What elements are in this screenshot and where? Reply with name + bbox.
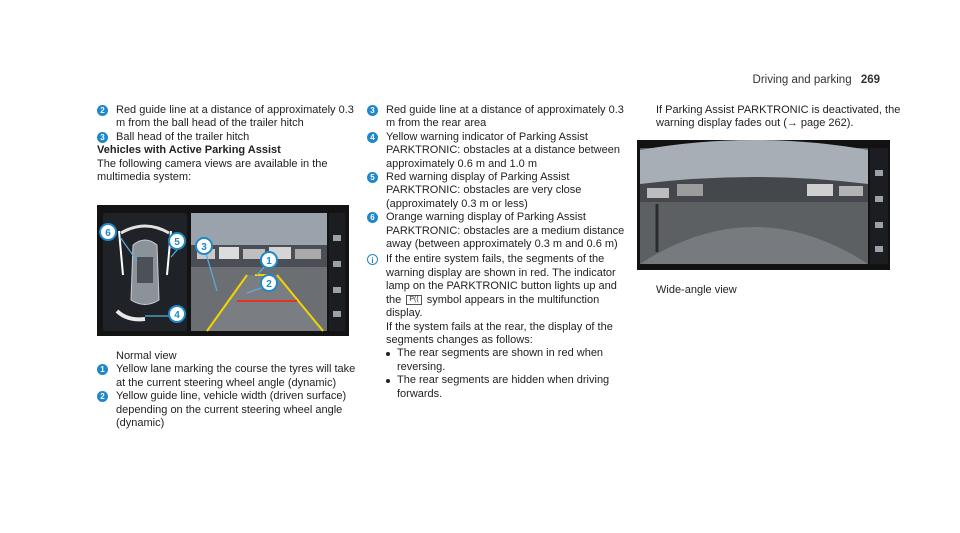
wide-angle-view-image xyxy=(637,140,890,270)
item-text: Yellow warning indicator of Parking Assist PARKTRONIC: obstacles at a distance between approximately 0.6 m and 1.0 m xyxy=(386,130,620,170)
intro-text: The following camera views are available in the multimedia system: xyxy=(97,157,328,184)
page-number: 269 xyxy=(860,74,880,86)
svg-text:2: 2 xyxy=(266,279,272,290)
wide-angle-illustration xyxy=(637,140,890,270)
callout-1 xyxy=(261,252,277,268)
callout-badge: 5 xyxy=(367,172,378,183)
column-1-lower xyxy=(97,350,359,430)
section-heading: Vehicles with Active Parking Assist xyxy=(97,144,281,157)
list-item xyxy=(97,390,359,430)
svg-text:6: 6 xyxy=(105,228,111,239)
note-text-2: If the system fails at the rear, the display of the segments changes as follows: xyxy=(386,320,613,346)
bullet-item: The rear segments are shown in red when reversing. xyxy=(367,347,629,374)
list-item xyxy=(97,104,359,131)
item-text: Red warning display of Parking Assist PARKTRONIC: obstacles are very close (approximately 0.3 m or less) xyxy=(386,171,582,210)
svg-text:5: 5 xyxy=(174,237,180,248)
camera-view-illustration xyxy=(97,205,349,336)
callout-5 xyxy=(169,233,185,249)
svg-text:1: 1 xyxy=(266,256,272,267)
note-text: If the entire system fails, the segments of the warning display are shown in red. The indicator lamp on the PARKTRONIC button lights up and the xyxy=(386,253,617,306)
info-note xyxy=(367,253,629,320)
callout-3 xyxy=(196,238,212,254)
column-2 xyxy=(367,104,629,401)
column-1 xyxy=(97,104,359,184)
callout-4 xyxy=(169,306,185,322)
list-item xyxy=(97,363,359,390)
list-item xyxy=(367,211,629,251)
callout-badge: 1 xyxy=(97,364,108,375)
page-header xyxy=(753,74,880,86)
item-text: Red guide line at a distance of approximately 0.3 m from the ball head of the trailer hitch xyxy=(116,104,354,130)
callout-badge: 2 xyxy=(97,105,108,116)
column-3-text: If Parking Assist PARKTRONIC is deactivated, the warning display fades out (→ page 262). xyxy=(656,104,901,130)
bullet-item: The rear segments are hidden when driving forwards. xyxy=(367,374,629,401)
normal-view-image xyxy=(97,205,349,336)
item-text: Ball head of the trailer hitch xyxy=(116,130,250,143)
list-item xyxy=(97,131,359,144)
svg-text:4: 4 xyxy=(174,310,180,321)
list-item xyxy=(367,104,629,131)
item-text: Yellow guide line, vehicle width (driven surface) depending on the current steering wheel angle (dynamic) xyxy=(116,390,347,430)
callout-badge: 3 xyxy=(367,105,378,116)
callout-2 xyxy=(261,275,277,291)
callout-badge: 6 xyxy=(367,212,378,223)
item-text: Red guide line at a distance of approximately 0.3 m from the rear area xyxy=(386,104,624,130)
item-text: Orange warning display of Parking Assist PARKTRONIC: obstacles are a medium distance away (between approximately 0.3 m and 0.6 m) xyxy=(386,211,625,251)
list-item xyxy=(367,171,629,211)
callout-badge: 4 xyxy=(367,132,378,143)
image-caption: Wide-angle view xyxy=(656,284,737,296)
callout-badge: 3 xyxy=(97,132,108,143)
callout-6 xyxy=(100,224,116,240)
svg-text:3: 3 xyxy=(201,242,207,253)
list-item xyxy=(367,131,629,171)
section-title: Driving and parking xyxy=(752,74,852,86)
callout-badge: 2 xyxy=(97,391,108,402)
item-text: Yellow lane marking the course the tyres will take at the current steering wheel angle (dynamic) xyxy=(116,363,356,389)
parktronic-key-icon: P(( xyxy=(406,295,421,305)
note-text-end: symbol appears in the multifunction display. xyxy=(386,293,600,320)
image-caption: Normal view xyxy=(116,350,177,362)
info-icon: i xyxy=(367,254,378,265)
